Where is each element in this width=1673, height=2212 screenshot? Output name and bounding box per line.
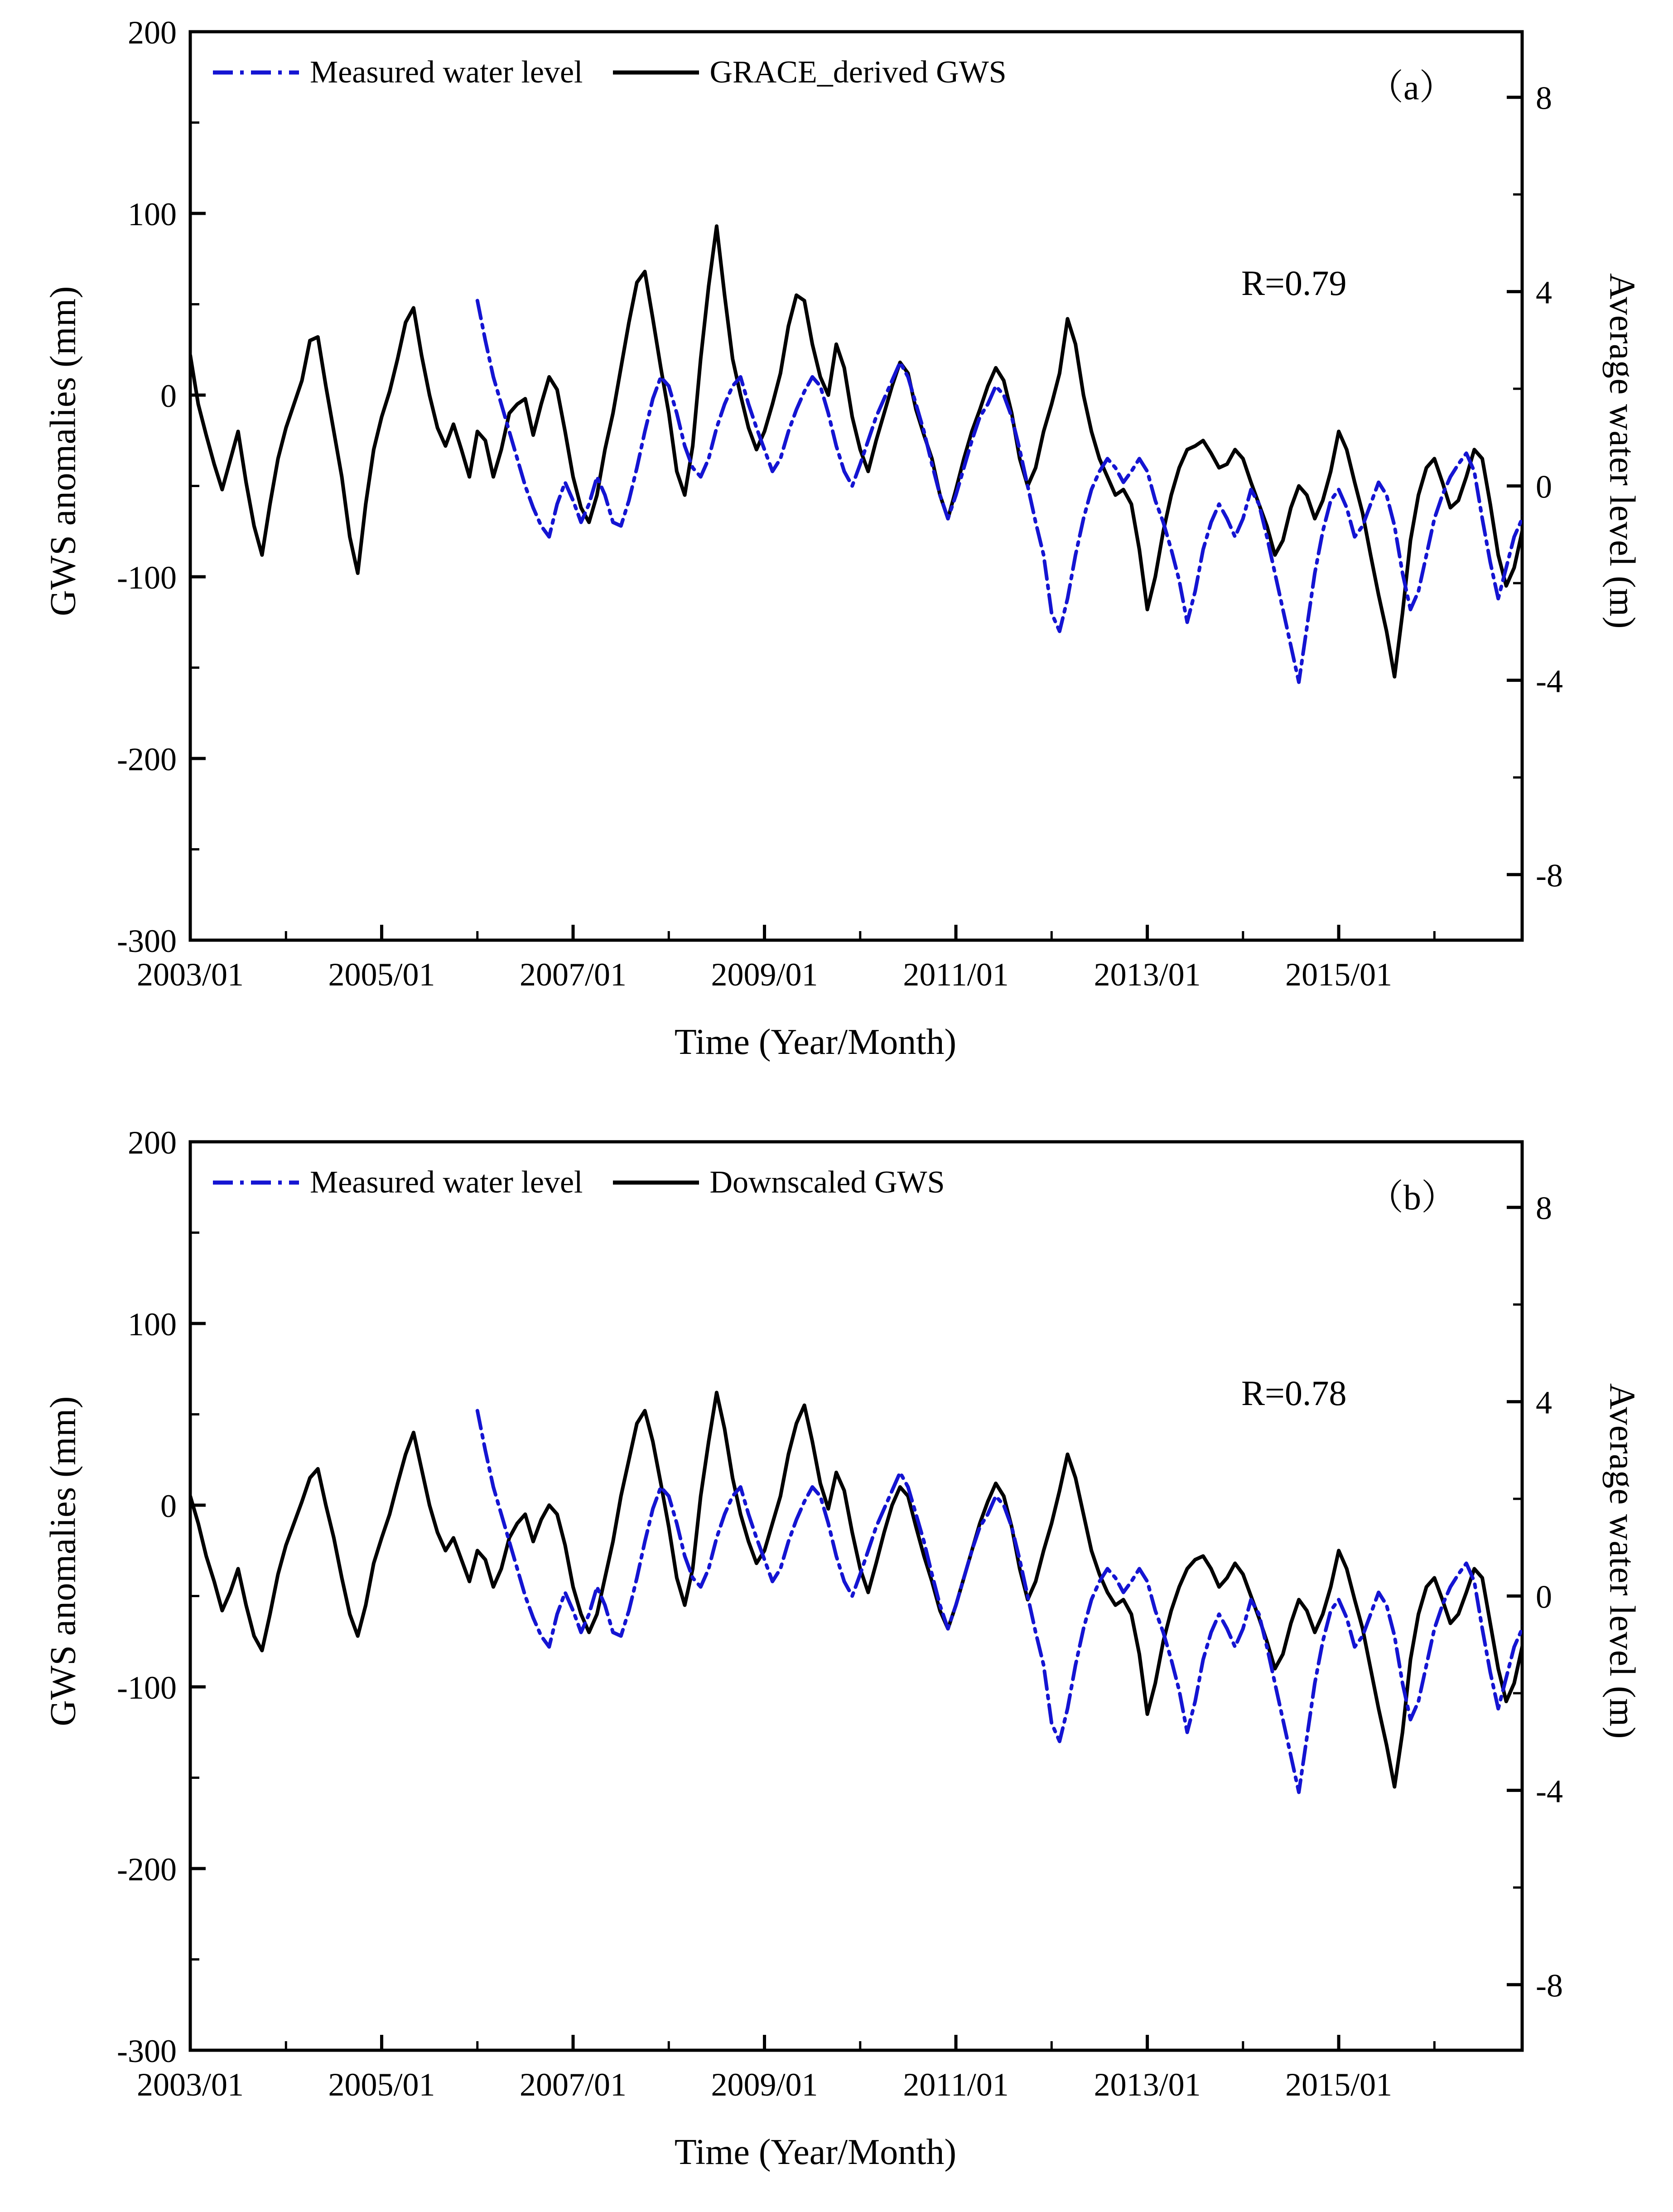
legend-item-measured-b	[213, 1164, 583, 1201]
x-axis-title-a: Time (Year/Month)	[674, 1022, 957, 1062]
svg-text:2009/01: 2009/01	[711, 2067, 818, 2103]
svg-text:8: 8	[1536, 1190, 1552, 1227]
svg-text:-300: -300	[117, 923, 177, 959]
svg-text:0: 0	[1536, 468, 1552, 505]
svg-text:0: 0	[1536, 1579, 1552, 1615]
svg-text:2011/01: 2011/01	[903, 956, 1009, 993]
svg-text:-200: -200	[117, 1851, 177, 1888]
svg-text:2011/01: 2011/01	[903, 2067, 1009, 2103]
svg-text:-200: -200	[117, 741, 177, 778]
svg-text:2013/01: 2013/01	[1094, 2067, 1201, 2103]
correlation-label-a: R=0.79	[1241, 263, 1347, 303]
svg-text:100: 100	[128, 196, 177, 232]
svg-text:2007/01: 2007/01	[520, 2067, 627, 2103]
svg-text:4: 4	[1536, 1384, 1552, 1421]
panel-tag-b: （b）	[1368, 1178, 1457, 1217]
svg-text:2003/01: 2003/01	[136, 956, 244, 993]
svg-text:2015/01: 2015/01	[1285, 956, 1393, 993]
chart-panel-a	[0, 5, 1673, 1092]
legend-swatch-solid-icon	[613, 69, 699, 76]
svg-text:-8: -8	[1536, 1967, 1563, 2004]
legend-swatch-solid-icon	[613, 1179, 699, 1186]
legend-label-gws-b: Downscaled GWS	[709, 1165, 945, 1200]
legend-item-gws-b	[613, 1164, 945, 1201]
legend-item-measured-a	[213, 54, 583, 91]
legend-label-gws-a: GRACE_derived GWS	[709, 55, 1007, 90]
plot-area-a	[0, 5, 1673, 1092]
svg-text:0: 0	[160, 1488, 177, 1524]
panel-tag-a: （a）	[1368, 68, 1455, 107]
legend-item-gws-a	[613, 54, 1007, 91]
svg-text:200: 200	[128, 1125, 177, 1161]
legend-a	[213, 54, 1007, 91]
svg-text:100: 100	[128, 1306, 177, 1343]
legend-b	[213, 1164, 945, 1201]
y-axis-left-title-a: GWS anomalies (mm)	[43, 286, 83, 616]
x-axis-title-b: Time (Year/Month)	[674, 2132, 957, 2172]
svg-text:2009/01: 2009/01	[711, 956, 818, 993]
chart-svg-a	[0, 5, 1673, 1092]
svg-text:2015/01: 2015/01	[1285, 2067, 1393, 2103]
y-axis-right-title-a: Average water level (m)	[1602, 273, 1642, 629]
chart-panel-b	[0, 1115, 1673, 2202]
svg-text:8: 8	[1536, 80, 1552, 116]
svg-text:2013/01: 2013/01	[1094, 956, 1201, 993]
svg-text:-300: -300	[117, 2033, 177, 2069]
svg-text:2007/01: 2007/01	[520, 956, 627, 993]
svg-text:-8: -8	[1536, 857, 1563, 894]
svg-text:200: 200	[128, 14, 177, 51]
svg-text:-4: -4	[1536, 663, 1563, 700]
legend-swatch-dash-dot-icon	[213, 69, 299, 76]
correlation-label-b: R=0.78	[1241, 1373, 1347, 1413]
svg-text:4: 4	[1536, 274, 1552, 311]
legend-label-measured-b: Measured water level	[310, 1165, 583, 1200]
chart-svg-b	[0, 1115, 1673, 2202]
legend-label-measured-a: Measured water level	[310, 55, 583, 90]
y-axis-left-title-b: GWS anomalies (mm)	[43, 1396, 83, 1726]
svg-text:-4: -4	[1536, 1773, 1563, 1810]
svg-text:2003/01: 2003/01	[136, 2067, 244, 2103]
svg-text:-100: -100	[117, 560, 177, 596]
svg-text:0: 0	[160, 378, 177, 414]
svg-text:2005/01: 2005/01	[328, 2067, 435, 2103]
plot-area-b	[0, 1115, 1673, 2202]
svg-text:-100: -100	[117, 1670, 177, 1706]
y-axis-right-title-b: Average water level (m)	[1602, 1383, 1642, 1739]
legend-swatch-dash-dot-icon	[213, 1179, 299, 1186]
svg-text:2005/01: 2005/01	[328, 956, 435, 993]
